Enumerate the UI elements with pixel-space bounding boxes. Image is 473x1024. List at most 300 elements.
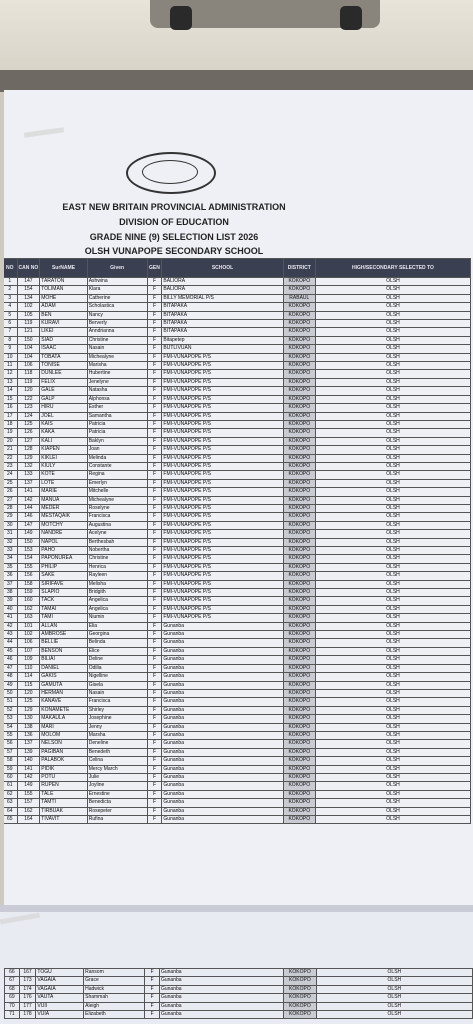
table-cell: F [147, 530, 162, 538]
table-cell: MAKAULA [40, 715, 87, 723]
table-cell: 132 [17, 462, 40, 470]
table-cell: KOKOPO [283, 723, 315, 731]
table-cell: 156 [17, 572, 40, 580]
table-cell: 55 [4, 731, 17, 739]
table-cell: 18 [4, 420, 17, 428]
table-cell: Michealyne [87, 496, 147, 504]
table-cell: Elice [87, 647, 147, 655]
table-cell: Belinda [87, 639, 147, 647]
table-cell: KOKOPO [283, 782, 315, 790]
table-cell: 125 [17, 420, 40, 428]
table-cell: 1 [4, 278, 17, 286]
table-cell: 16 [4, 404, 17, 412]
table-cell: 110 [17, 664, 40, 672]
table-cell: 128 [17, 446, 40, 454]
table-cell: OLSH [315, 320, 470, 328]
table-cell: F [147, 294, 162, 302]
table-cell: 154 [17, 286, 40, 294]
table-cell: F [147, 353, 162, 361]
table-row [4, 387, 471, 395]
table-cell: Rayleen [87, 572, 147, 580]
table-cell: Aleigh [84, 1002, 145, 1010]
table-cell: OLSH [315, 782, 470, 790]
table-cell: 51 [4, 698, 17, 706]
table-row [4, 698, 471, 706]
table-cell: Gunanba [162, 748, 283, 756]
table-cell: Joan [87, 446, 147, 454]
table-cell: DANIEL [40, 664, 87, 672]
table-cell: Christine [87, 555, 147, 563]
table-cell: F [145, 1002, 160, 1010]
table-cell: F [147, 631, 162, 639]
table-row [4, 706, 471, 714]
table-cell: 32 [4, 538, 17, 546]
table-row [4, 731, 471, 739]
table-cell: F [147, 395, 162, 403]
table-cell: OLSH [315, 387, 470, 395]
table-cell: 123 [17, 404, 40, 412]
list-title: GRADE NINE (9) SELECTION LIST 2026 [89, 232, 259, 242]
table-cell: FMI-VUNAPOPE P/S [162, 378, 283, 386]
table-cell: FMI-VUNAPOPE P/S [162, 387, 283, 395]
table-cell: 141 [17, 765, 40, 773]
table-cell: 65 [4, 816, 17, 824]
table-cell: 28 [4, 504, 17, 512]
table-cell: 3 [4, 294, 17, 302]
table-cell: 140 [17, 757, 40, 765]
table-cell: 160 [17, 597, 40, 605]
table-cell: 15 [4, 395, 17, 403]
table-cell: F [147, 816, 162, 824]
table-row [4, 521, 471, 529]
table-cell: PALABOK [40, 757, 87, 765]
table-cell: 10 [4, 353, 17, 361]
table-cell: LIKEI [40, 328, 87, 336]
table-cell: 39 [4, 597, 17, 605]
table-cell: KOKOPO [283, 429, 315, 437]
table-cell: 106 [17, 639, 40, 647]
table-cell: F [147, 589, 162, 597]
table-cell: KOKOPO [283, 698, 315, 706]
table-cell: PAHO [40, 547, 87, 555]
table-cell: 109 [17, 656, 40, 664]
table-cell: F [147, 328, 162, 336]
table-cell: Hubertine [87, 370, 147, 378]
table-cell: 124 [17, 412, 40, 420]
table-row [4, 336, 471, 344]
table-row [4, 362, 471, 370]
table-cell: F [147, 547, 162, 555]
table-cell: Marisha [87, 362, 147, 370]
table-cell: F [147, 320, 162, 328]
table-cell: SAKE [40, 572, 87, 580]
table-cell: F [145, 969, 160, 977]
table-row [4, 345, 471, 353]
table-row [4, 437, 471, 445]
table-cell: MARI [40, 723, 87, 731]
table-cell: 154 [17, 555, 40, 563]
table-cell: 61 [4, 782, 17, 790]
table-row [4, 530, 471, 538]
table-cell: OLSH [315, 706, 470, 714]
table-cell: OLSH [315, 278, 470, 286]
table-cell: OLSH [315, 765, 470, 773]
table-cell: F [147, 303, 162, 311]
table-cell: F [147, 496, 162, 504]
table-cell: 19 [4, 429, 17, 437]
table-cell: Jenny [87, 723, 147, 731]
table-cell: 129 [17, 706, 40, 714]
table-cell: 178 [19, 1011, 36, 1019]
table-cell: MOLOM [40, 731, 87, 739]
table-cell: F [147, 504, 162, 512]
table-cell: OLSH [315, 547, 470, 555]
table-cell: F [147, 765, 162, 773]
table-cell: TARATON [40, 278, 87, 286]
parked-car [150, 0, 380, 28]
table-cell: KOKOPO [283, 589, 315, 597]
table-cell: HIRU [40, 404, 87, 412]
table-cell: F [147, 420, 162, 428]
table-cell: Benedicta [87, 799, 147, 807]
table-cell: 26 [4, 488, 17, 496]
table-cell: OLSH [315, 597, 470, 605]
table-row [4, 353, 471, 361]
table-row [4, 723, 471, 731]
table-cell: KOKOPO [283, 336, 315, 344]
table-cell: KURAVI [40, 320, 87, 328]
table-row [5, 994, 473, 1002]
table-cell: Gunanba [162, 799, 283, 807]
table-cell: PAPONUREA [40, 555, 87, 563]
table-cell: OLSH [315, 462, 470, 470]
table-cell: TALE [40, 790, 87, 798]
table-cell: 12 [4, 370, 17, 378]
table-cell: KALI [40, 437, 87, 445]
table-cell: 104 [17, 353, 40, 361]
table-cell: KOKOPO [283, 362, 315, 370]
table-cell: Roselyne [87, 504, 147, 512]
table-cell: F [147, 286, 162, 294]
table-cell: KOKOPO [283, 378, 315, 386]
table-cell: 67 [5, 977, 20, 985]
table-cell: 120 [17, 387, 40, 395]
table-cell: Deline [87, 656, 147, 664]
table-cell: Angelica [87, 605, 147, 613]
table-cell: F [147, 454, 162, 462]
table-cell: OLSH [315, 639, 470, 647]
table-cell: 9 [4, 345, 17, 353]
table-cell: Marsha [87, 731, 147, 739]
table-cell: 35 [4, 563, 17, 571]
table-cell: FELIX [40, 378, 87, 386]
table-cell: 64 [4, 807, 17, 815]
table-row [4, 656, 471, 664]
table-cell: 30 [4, 521, 17, 529]
table-cell: Scholastica [87, 303, 147, 311]
table-row [4, 622, 471, 630]
table-cell: F [147, 790, 162, 798]
table-cell: FMI-VUNAPOPE P/S [162, 437, 283, 445]
table-cell: Gunanba [162, 631, 283, 639]
table-cell: F [147, 647, 162, 655]
table-cell: OLSH [315, 530, 470, 538]
table-cell: KOKOPO [283, 689, 315, 697]
province-seal [126, 152, 216, 194]
table-cell: FMI-VUNAPOPE P/S [162, 479, 283, 487]
table-cell: 120 [17, 689, 40, 697]
col-header-surname: SurNAME [40, 259, 87, 278]
table-cell: Melinda [87, 454, 147, 462]
table-cell: BITAPAKA [162, 303, 283, 311]
table-cell: 7 [4, 328, 17, 336]
table-row [4, 320, 471, 328]
table-cell: OLSH [315, 757, 470, 765]
table-cell: 2 [4, 286, 17, 294]
table-cell: FMI-VUNAPOPE P/S [162, 572, 283, 580]
table-row [4, 378, 471, 386]
table-cell: 106 [17, 362, 40, 370]
table-cell: BILLY MEMORIAL P/S [162, 294, 283, 302]
table-cell: OLSH [315, 673, 470, 681]
table-cell: F [147, 622, 162, 630]
table-cell: 42 [4, 622, 17, 630]
table-cell: Augustina [87, 521, 147, 529]
table-cell: FMI-VUNAPOPE P/S [162, 404, 283, 412]
table-row [4, 496, 471, 504]
table-cell: KOKOPO [283, 504, 315, 512]
table-cell: Gunanba [162, 698, 283, 706]
table-cell: KAKA [40, 429, 87, 437]
table-cell: 54 [4, 723, 17, 731]
table-cell: F [147, 412, 162, 420]
table-cell: 4 [4, 303, 17, 311]
table-cell: 157 [17, 799, 40, 807]
table-cell: KOKOPO [283, 311, 315, 319]
table-cell: 49 [4, 681, 17, 689]
table-row [4, 580, 471, 588]
table-row [4, 664, 471, 672]
table-cell: Gunanba [162, 656, 283, 664]
table-cell: BALIORA [162, 286, 283, 294]
table-cell: Shammah [84, 994, 145, 1002]
table-cell: OLSH [315, 656, 470, 664]
table-cell: Shirley [87, 706, 147, 714]
table-cell: F [145, 985, 160, 993]
table-cell: KOKOPO [283, 614, 315, 622]
table-cell: MESTAQAIK [40, 513, 87, 521]
table-cell: OLSH [315, 303, 470, 311]
table-cell: FMI-VUNAPOPE P/S [162, 580, 283, 588]
table-cell: KIULY [40, 462, 87, 470]
table-cell: ISAAC [40, 345, 87, 353]
table-cell: FMI-VUNAPOPE P/S [162, 429, 283, 437]
table-cell: OLSH [315, 790, 470, 798]
table-cell: AMBROSE [40, 631, 87, 639]
table-cell: OLSH [315, 404, 470, 412]
table-cell: 114 [17, 673, 40, 681]
table-cell: ADAM [40, 303, 87, 311]
table-cell: FMI-VUNAPOPE P/S [162, 563, 283, 571]
table-cell: Henrica [87, 563, 147, 571]
table-cell: Baklyn [87, 437, 147, 445]
table-cell: TIVAVIT [40, 816, 87, 824]
table-row [4, 404, 471, 412]
table-cell: 129 [17, 454, 40, 462]
table-cell: FMI-VUNAPOPE P/S [162, 488, 283, 496]
table-cell: BITAPAKA [162, 311, 283, 319]
table-cell: 126 [17, 429, 40, 437]
table-cell: LOTE [40, 479, 87, 487]
table-cell: KOKOPO [283, 538, 315, 546]
table-row [4, 278, 471, 286]
table-cell: F [145, 1011, 160, 1019]
table-row [4, 454, 471, 462]
table-cell: 6 [4, 320, 17, 328]
table-cell: 173 [19, 977, 36, 985]
table-cell: 142 [17, 773, 40, 781]
table-cell: Bitapetep [162, 336, 283, 344]
table-cell: BALIORA [162, 278, 283, 286]
table-cell: OLSH [316, 1011, 472, 1019]
col-header-no: NO [4, 259, 17, 278]
table-cell: Patricia [87, 429, 147, 437]
table-cell: F [147, 437, 162, 445]
table-cell: OLSH [315, 723, 470, 731]
table-cell: 137 [17, 740, 40, 748]
table-cell: 119 [17, 378, 40, 386]
table-cell: KOKOPO [283, 370, 315, 378]
table-cell: KOKOPO [283, 765, 315, 773]
table-cell: 134 [17, 294, 40, 302]
table-cell: Gunanba [162, 782, 283, 790]
table-cell: KOKOPO [284, 977, 317, 985]
table-cell: TAMI [40, 614, 87, 622]
table-cell: 149 [17, 782, 40, 790]
table-row [4, 488, 471, 496]
table-cell: BILIAI [40, 656, 87, 664]
table-cell: 104 [17, 345, 40, 353]
table-cell: KOKOPO [283, 328, 315, 336]
table-cell: 150 [17, 336, 40, 344]
table-cell: FMI-VUNAPOPE P/S [162, 547, 283, 555]
table-row [4, 757, 471, 765]
table-cell: OLSH [315, 328, 470, 336]
table-cell: TOGU [36, 969, 84, 977]
table-cell: FMI-VUNAPOPE P/S [162, 530, 283, 538]
table-cell: KOKOPO [283, 462, 315, 470]
table-cell: OLSH [315, 437, 470, 445]
table-cell: 34 [4, 555, 17, 563]
table-cell: KOKOPO [283, 437, 315, 445]
table-cell: Gunanba [159, 994, 283, 1002]
table-cell: KOKOPO [284, 1002, 317, 1010]
table-cell: KOKOPO [283, 530, 315, 538]
table-cell: 147 [17, 278, 40, 286]
table-cell: F [147, 689, 162, 697]
table-cell: MOTCHY [40, 521, 87, 529]
table-cell: KOKOPO [283, 547, 315, 555]
table-row [4, 765, 471, 773]
table-cell: 162 [17, 807, 40, 815]
table-cell: 44 [4, 639, 17, 647]
table-cell: 43 [4, 631, 17, 639]
table-cell: ALLAN [40, 622, 87, 630]
table-cell: 174 [19, 985, 36, 993]
table-cell: KOKOPO [283, 715, 315, 723]
table-cell: Gunanba [162, 790, 283, 798]
table-row [4, 589, 471, 597]
table-cell: Gunanba [162, 723, 283, 731]
table-cell: KOKOPO [283, 488, 315, 496]
table-cell: 25 [4, 479, 17, 487]
table-cell: KOKOPO [283, 740, 315, 748]
table-cell: FMI-VUNAPOPE P/S [162, 538, 283, 546]
table-cell: KOKOPO [283, 303, 315, 311]
table-cell: GALP [40, 395, 87, 403]
table-cell: F [147, 597, 162, 605]
table-cell: OLSH [315, 353, 470, 361]
table-cell: 105 [17, 311, 40, 319]
table-cell: Michealyne [87, 353, 147, 361]
selection-list-sheet [4, 90, 473, 910]
table-cell: 27 [4, 496, 17, 504]
table-cell: Gunanba [162, 681, 283, 689]
table-cell: 158 [17, 580, 40, 588]
table-cell: Natasha [87, 387, 147, 395]
table-cell: OLSH [315, 294, 470, 302]
table-cell: KOKOPO [283, 345, 315, 353]
table-cell: KOKOPO [283, 597, 315, 605]
table-cell: F [147, 378, 162, 386]
table-cell: 23 [4, 462, 17, 470]
table-cell: OLSH [315, 622, 470, 630]
table-cell: SIRIFAVE [40, 580, 87, 588]
table-cell: F [147, 656, 162, 664]
table-cell: OLSH [315, 446, 470, 454]
table-cell: PHILIP [40, 563, 87, 571]
table-row [4, 395, 471, 403]
table-cell: BEN [40, 311, 87, 319]
table-cell: Constante [87, 462, 147, 470]
table-cell: F [147, 311, 162, 319]
table-row [4, 748, 471, 756]
table-cell: 50 [4, 689, 17, 697]
table-cell: Nobertha [87, 547, 147, 555]
division-heading: DIVISION OF EDUCATION [119, 217, 229, 227]
table-cell: Deneline [87, 740, 147, 748]
table-cell: OLSH [315, 631, 470, 639]
table-cell: KOKOPO [283, 799, 315, 807]
table-cell: 155 [17, 790, 40, 798]
table-cell: KIAPEN [40, 446, 87, 454]
table-cell: F [147, 521, 162, 529]
table-cell: Gunanba [159, 969, 283, 977]
table-cell: 71 [5, 1011, 20, 1019]
table-cell: 69 [5, 994, 20, 1002]
table-cell: KOKOPO [283, 412, 315, 420]
table-cell: OLSH [315, 345, 470, 353]
table-cell: Gunanba [162, 639, 283, 647]
table-cell: SLAPIO [40, 589, 87, 597]
table-cell: KOKOPO [283, 816, 315, 824]
table-cell: Anndrianna [87, 328, 147, 336]
table-cell: 130 [17, 715, 40, 723]
col-header-given: Given [87, 259, 147, 278]
table-cell: F [145, 994, 160, 1002]
table-cell: OLSH [315, 521, 470, 529]
table-cell: 24 [4, 471, 17, 479]
